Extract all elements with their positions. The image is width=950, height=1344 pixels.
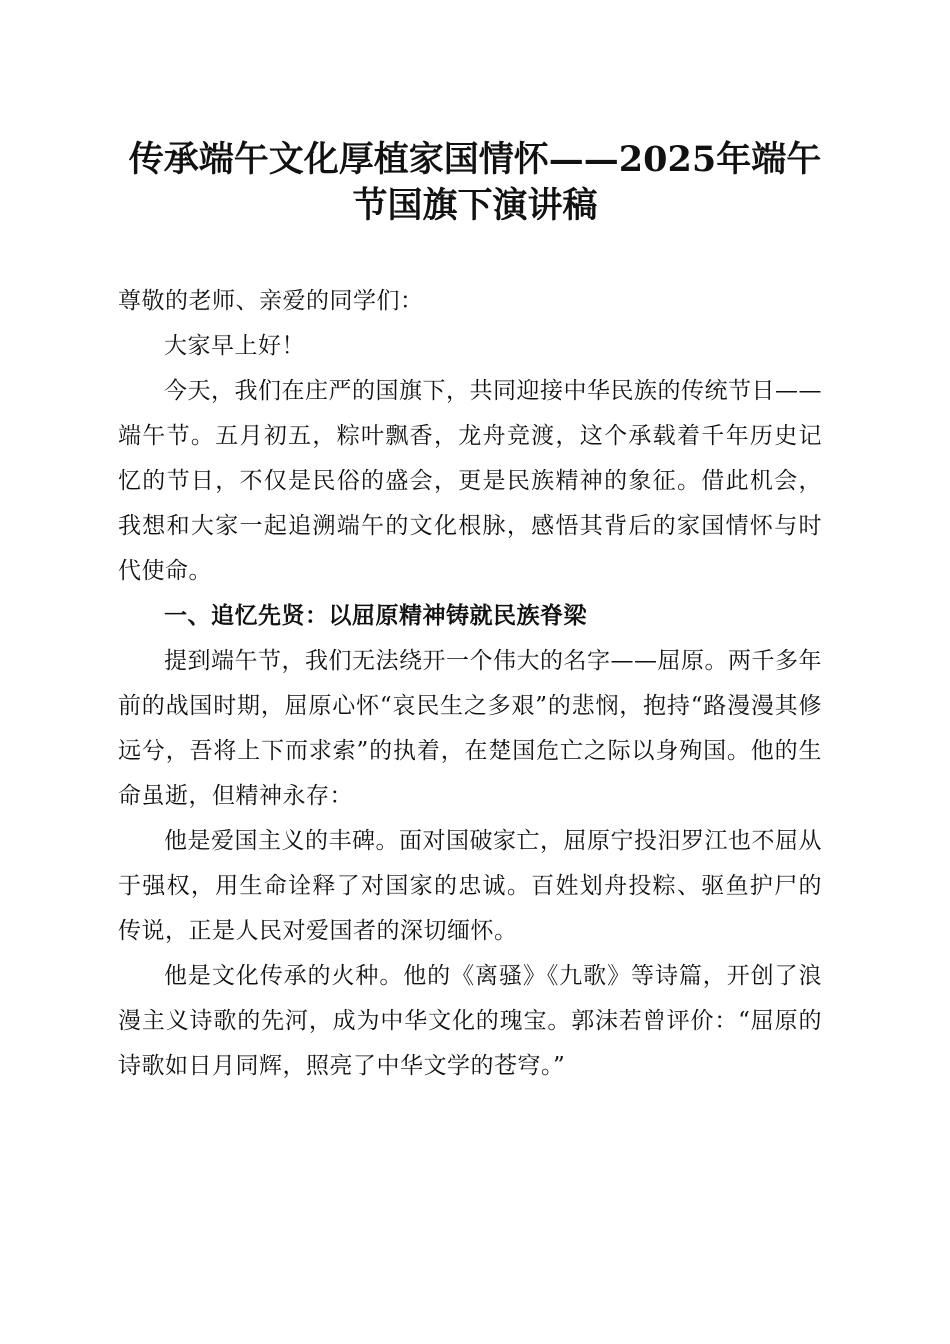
section-heading: 一、追忆先贤：以屈原精神铸就民族脊梁 [164,603,587,629]
greeting: 大家早上好！ [164,333,305,359]
section-paragraph: 他是爱国主义的丰碑。面对国破家亡，屈原宁投汨罗江也不屈从于强权，用生命诠释了对国家的忠诚。百姓划舟投粽、驱鱼护尸的传说，正是人民对爱国者的深切缅怀。 [118,828,822,944]
section-paragraph: 提到端午节，我们无法绕开一个伟大的名字——屈原。两千多年前的战国时期，屈原心怀“哀民生之多艰”的悲悯，抱持“路漫漫其修远兮，吾将上下而求索”的执着，在楚国危亡之际以身殉国。他的生命虽逝，但精神永存： [118,648,822,809]
document-body [118,279,822,1089]
document-title: 传承端午文化厚植家国情怀——2025年端午节国旗下演讲稿 [128,139,822,226]
section-paragraph: 他是文化传承的火种。他的《离骚》《九歌》等诗篇，开创了浪漫主义诗歌的先河，成为中华文化的瑰宝。郭沫若曾评价：“屈原的诗歌如日月同辉，照亮了中华文学的苍穹。” [118,963,822,1079]
intro-paragraph: 今天，我们在庄严的国旗下，共同迎接中华民族的传统节日——端午节。五月初五，粽叶飘香，龙舟竞渡，这个承载着千年历史记忆的节日，不仅是民俗的盛会，更是民族精神的象征。借此机会，我想和大家一起追溯端午的文化根脉，感悟其背后的家国情怀与时代使命。 [118,378,822,584]
salutation: 尊敬的老师、亲爱的同学们： [118,288,424,314]
